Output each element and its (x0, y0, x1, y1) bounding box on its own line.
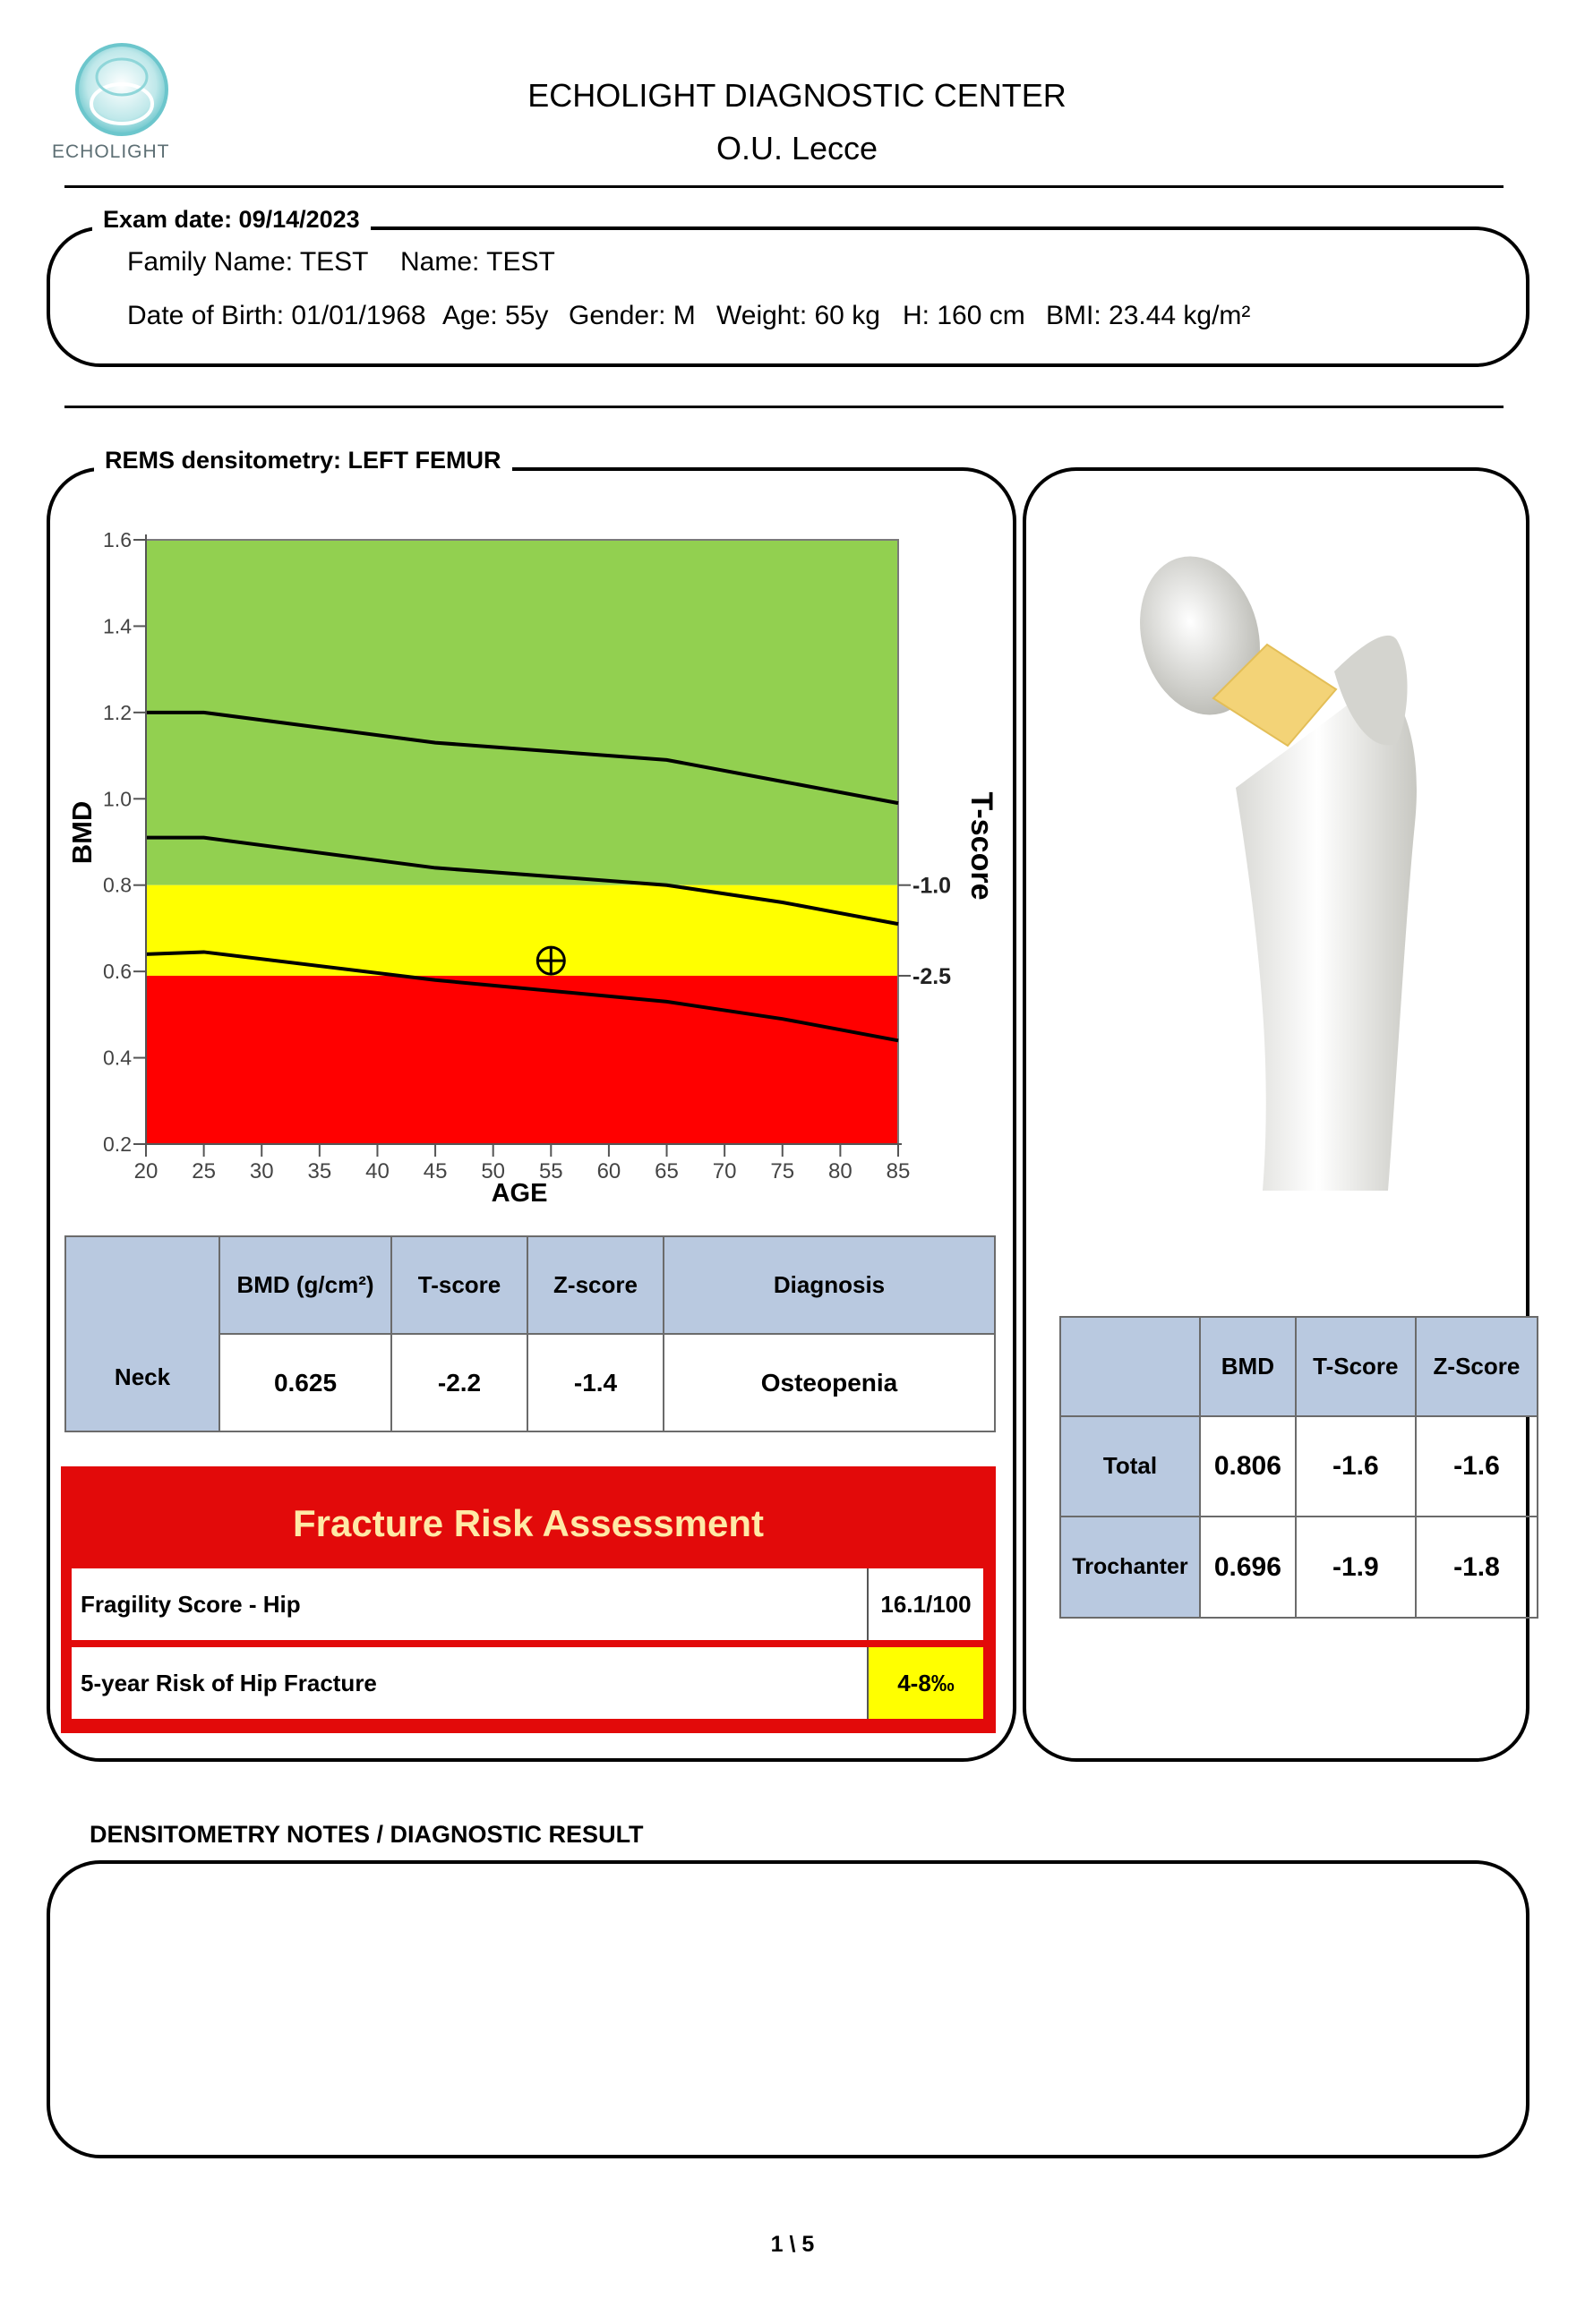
page-number: 1 \ 5 (770, 2232, 815, 2257)
x-tick-label: 50 (481, 1159, 506, 1183)
x-tick-label: 80 (828, 1159, 852, 1183)
x-tick-label: 35 (307, 1159, 332, 1183)
y-tick-label: 0.2 (103, 1132, 132, 1156)
hip-fracture-risk-label: 5-year Risk of Hip Fracture (81, 1670, 377, 1696)
total-bmd: 0.806 (1200, 1416, 1296, 1517)
x-tick-label: 60 (596, 1159, 621, 1183)
header-tscore: T-score (391, 1236, 527, 1334)
family-name: Family Name: TEST (127, 247, 369, 277)
hip-fracture-risk-value: 4-8‰ (867, 1647, 983, 1719)
x-tick-label: 45 (423, 1159, 448, 1183)
total-tscore: -1.6 (1296, 1416, 1416, 1517)
y2-axis-label: T-score (964, 791, 998, 901)
bmd-chart (54, 501, 1003, 1218)
t-score-tick-label: -1.0 (912, 873, 952, 899)
zone-osteoporosis (146, 976, 898, 1144)
patient-height: H: 160 cm (903, 301, 1025, 330)
femur-illustration (1128, 537, 1433, 1191)
neck-table (64, 1235, 996, 1432)
femur-header-bmd: BMD (1200, 1317, 1296, 1416)
zone-normal (146, 540, 898, 885)
header-zscore: Z-score (527, 1236, 664, 1334)
x-tick-label: 25 (192, 1159, 216, 1183)
y-tick-label: 0.4 (103, 1046, 132, 1070)
fragility-score-label: Fragility Score - Hip (81, 1591, 301, 1618)
neck-row-label: Neck (114, 1363, 171, 1390)
femur-shaft (1236, 680, 1417, 1191)
trochanter-zscore: -1.8 (1416, 1517, 1538, 1618)
header-bmd: BMD (g/cm²) (219, 1236, 391, 1334)
fracture-risk-panel (61, 1466, 996, 1733)
patient-point-marker (537, 947, 564, 974)
femur-table-corner (1060, 1317, 1200, 1416)
y-tick-label: 0.8 (103, 873, 132, 897)
center-unit: O.U. Lecce (715, 130, 878, 167)
patient-bmi: BMI: 23.44 kg/m² (1046, 301, 1251, 330)
femur-header-zscore: Z-Score (1416, 1317, 1538, 1416)
trochanter-bmd: 0.696 (1200, 1517, 1296, 1618)
patient-age: Age: 55y (442, 301, 549, 330)
patient-divider (64, 406, 1504, 408)
y-tick-label: 1.0 (103, 787, 132, 811)
x-tick-label: 20 (133, 1159, 158, 1183)
section-title: REMS densitometry: LEFT FEMUR (94, 447, 512, 474)
y-tick-label: 0.6 (103, 960, 132, 984)
fragility-score-value: 16.1/100 (867, 1568, 983, 1640)
y-axis-label: BMD (66, 800, 98, 865)
neck-zscore: -1.4 (527, 1334, 664, 1431)
notes-title: DENSITOMETRY NOTES / DIAGNOSTIC RESULT (90, 1821, 644, 1848)
logo-text: ECHOLIGHT (52, 141, 170, 162)
date-of-birth: Date of Birth: 01/01/1968 (127, 301, 426, 330)
femur-table (1059, 1316, 1538, 1619)
x-tick-label: 75 (770, 1159, 795, 1183)
center-name: ECHOLIGHT DIAGNOSTIC CENTER (527, 77, 1067, 114)
neck-diagnosis: Osteopenia (664, 1334, 995, 1431)
neck-row-label-cell (65, 1236, 219, 1431)
notes-box[interactable] (47, 1860, 1529, 2158)
neck-bmd: 0.625 (219, 1334, 391, 1431)
x-tick-label: 70 (712, 1159, 737, 1183)
patient-weight: Weight: 60 kg (716, 301, 880, 330)
fracture-risk-title: Fracture Risk Assessment (292, 1502, 765, 1544)
neck-tscore: -2.2 (391, 1334, 527, 1431)
y-tick-label: 1.2 (103, 700, 132, 724)
x-tick-label: 65 (655, 1159, 679, 1183)
fragility-score-row (72, 1568, 983, 1640)
y-tick-label: 1.4 (103, 614, 132, 638)
patient-name: Name: TEST (400, 247, 555, 277)
x-tick-label: 30 (249, 1159, 274, 1183)
trochanter-tscore: -1.9 (1296, 1517, 1416, 1618)
femur-header-tscore: T-Score (1296, 1317, 1416, 1416)
x-axis-label: AGE (491, 1179, 548, 1208)
header-divider (64, 185, 1504, 188)
total-label: Total (1060, 1416, 1200, 1517)
total-zscore: -1.6 (1416, 1416, 1538, 1517)
x-tick-label: 85 (886, 1159, 911, 1183)
hip-fracture-risk-row (72, 1647, 983, 1719)
x-tick-label: 40 (365, 1159, 390, 1183)
x-tick-label: 55 (538, 1159, 563, 1183)
t-score-tick-label: -2.5 (912, 963, 952, 989)
header-diagnosis: Diagnosis (664, 1236, 995, 1334)
y-tick-label: 1.6 (103, 528, 132, 551)
exam-date: Exam date: 09/14/2023 (92, 206, 371, 234)
trochanter-label: Trochanter (1060, 1517, 1200, 1618)
zone-osteopenia (146, 885, 898, 976)
patient-gender: Gender: M (569, 301, 696, 330)
